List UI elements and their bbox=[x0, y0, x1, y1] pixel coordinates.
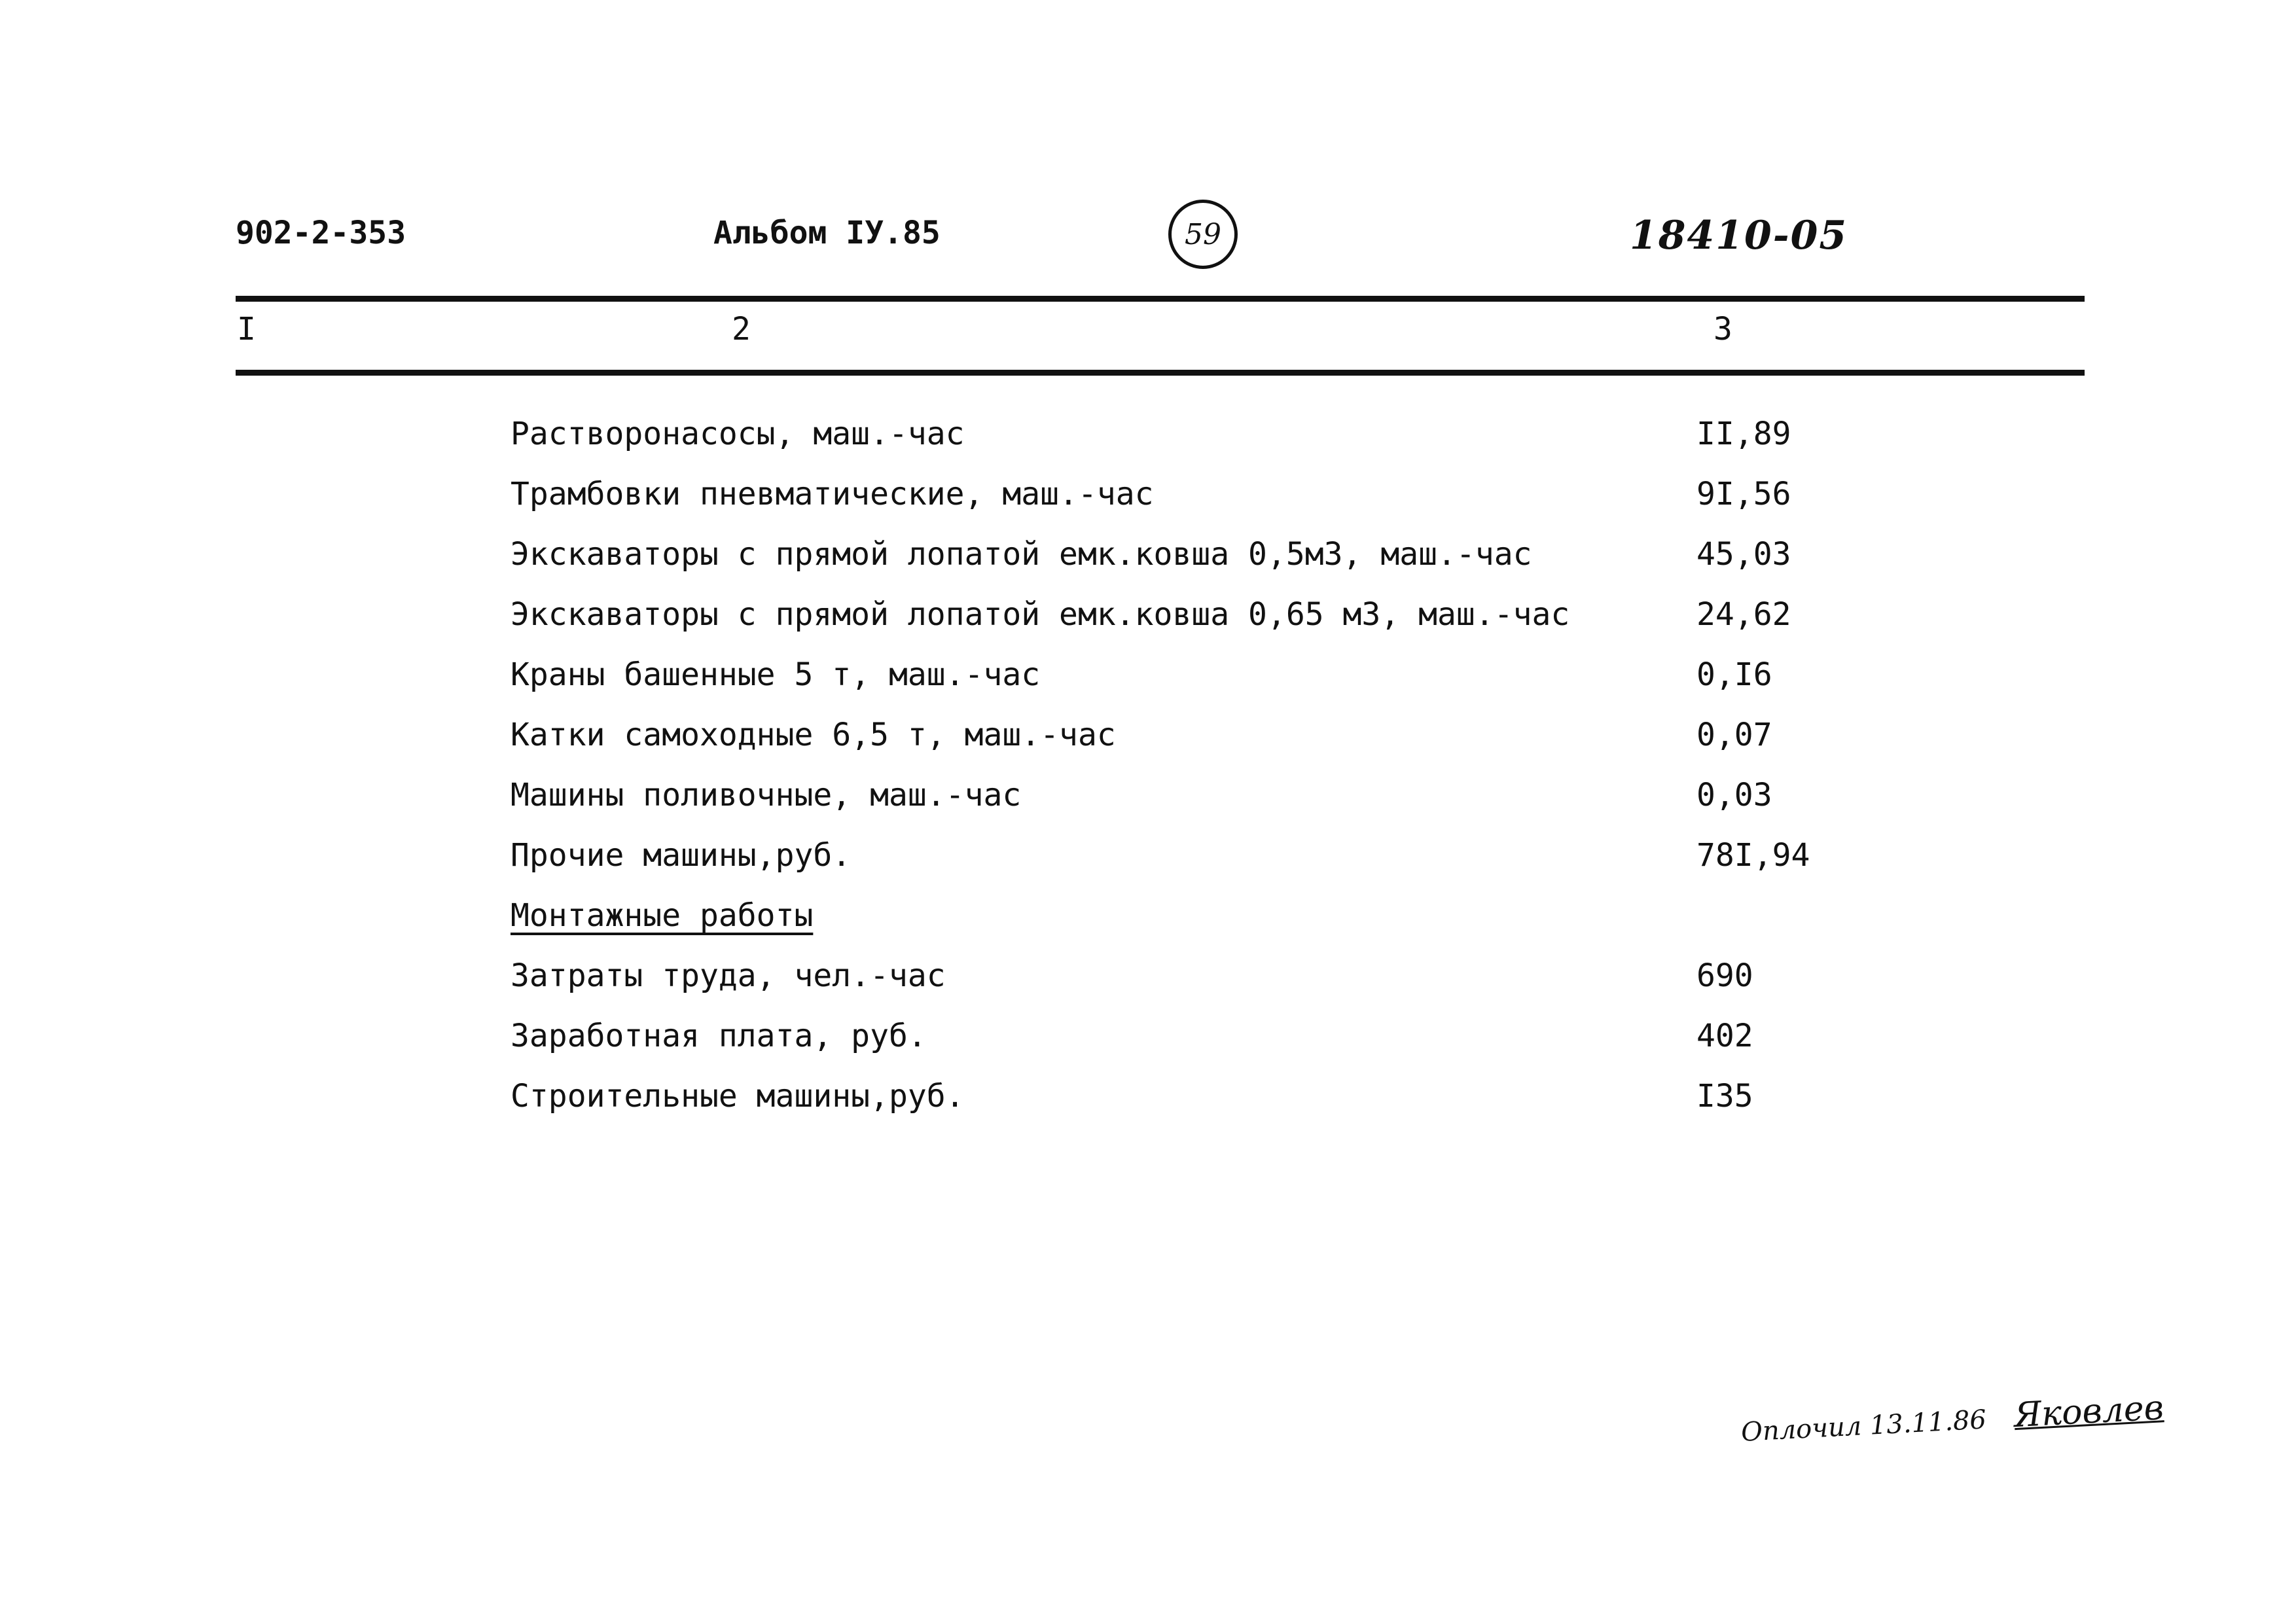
table-top-rule bbox=[236, 296, 2085, 302]
row-value: 9I,56 bbox=[1696, 476, 1791, 512]
table-row bbox=[511, 712, 2016, 772]
row-label: Краны башенные 5 т, маш.-час bbox=[511, 656, 1041, 693]
page-number-circle bbox=[1168, 200, 1238, 269]
row-value: 0,I6 bbox=[1696, 656, 1772, 693]
row-value: I35 bbox=[1696, 1078, 1753, 1115]
table-row bbox=[511, 1073, 2016, 1133]
table-row bbox=[511, 652, 2016, 712]
row-label: Растворонасосы, маш.-час bbox=[511, 416, 965, 452]
table-row bbox=[511, 531, 2016, 592]
section-heading-row bbox=[511, 893, 2016, 953]
row-value: 402 bbox=[1696, 1018, 1753, 1054]
row-label: Экскаваторы с прямой лопатой емк.ковша 0,65 м3, маш.-час bbox=[511, 596, 1570, 633]
row-value: II,89 bbox=[1696, 416, 1791, 452]
column-number-1: I bbox=[237, 311, 256, 348]
column-number-3: 3 bbox=[1713, 311, 1732, 348]
signature-name: Яковлев bbox=[2013, 1388, 2165, 1436]
row-value: 24,62 bbox=[1696, 596, 1791, 633]
table-row bbox=[511, 1013, 2016, 1073]
table-row bbox=[511, 772, 2016, 832]
row-label: Строительные машины,руб. bbox=[511, 1078, 965, 1115]
row-label: Машины поливочные, маш.-час bbox=[511, 777, 1022, 813]
sheet-code: 18410-05 bbox=[1630, 213, 1848, 259]
row-value: 0,03 bbox=[1696, 777, 1772, 813]
column-number-2: 2 bbox=[732, 311, 751, 348]
row-value: 0,07 bbox=[1696, 717, 1772, 753]
table-row bbox=[511, 471, 2016, 531]
table-row bbox=[511, 953, 2016, 1013]
row-value: 690 bbox=[1696, 957, 1753, 994]
table-row bbox=[511, 411, 2016, 471]
table-row bbox=[511, 592, 2016, 652]
row-label: Затраты труда, чел.-час bbox=[511, 957, 946, 994]
row-label: Прочие машины,руб. bbox=[511, 837, 852, 874]
row-label: Катки самоходные 6,5 т, маш.-час bbox=[511, 717, 1116, 753]
row-label: Заработная плата, руб. bbox=[511, 1018, 927, 1054]
table-header-rule bbox=[236, 370, 2085, 376]
row-value: 78I,94 bbox=[1696, 837, 1810, 874]
section-heading: Монтажные работы bbox=[511, 897, 814, 934]
row-label: Трамбовки пневматические, маш.-час bbox=[511, 476, 1154, 512]
signature-note: Оплочил 13.11.86 bbox=[1740, 1404, 1987, 1448]
album-title: Альбом IУ.85 bbox=[713, 215, 941, 251]
page-number: 59 bbox=[1185, 217, 1221, 251]
row-label: Экскаваторы с прямой лопатой емк.ковша 0,5м3, маш.-час bbox=[511, 536, 1532, 573]
signature-block bbox=[1740, 1388, 2164, 1450]
table-row bbox=[511, 832, 2016, 893]
table-body bbox=[511, 411, 2016, 1133]
document-number: 902-2-353 bbox=[236, 215, 406, 251]
row-value: 45,03 bbox=[1696, 536, 1791, 573]
